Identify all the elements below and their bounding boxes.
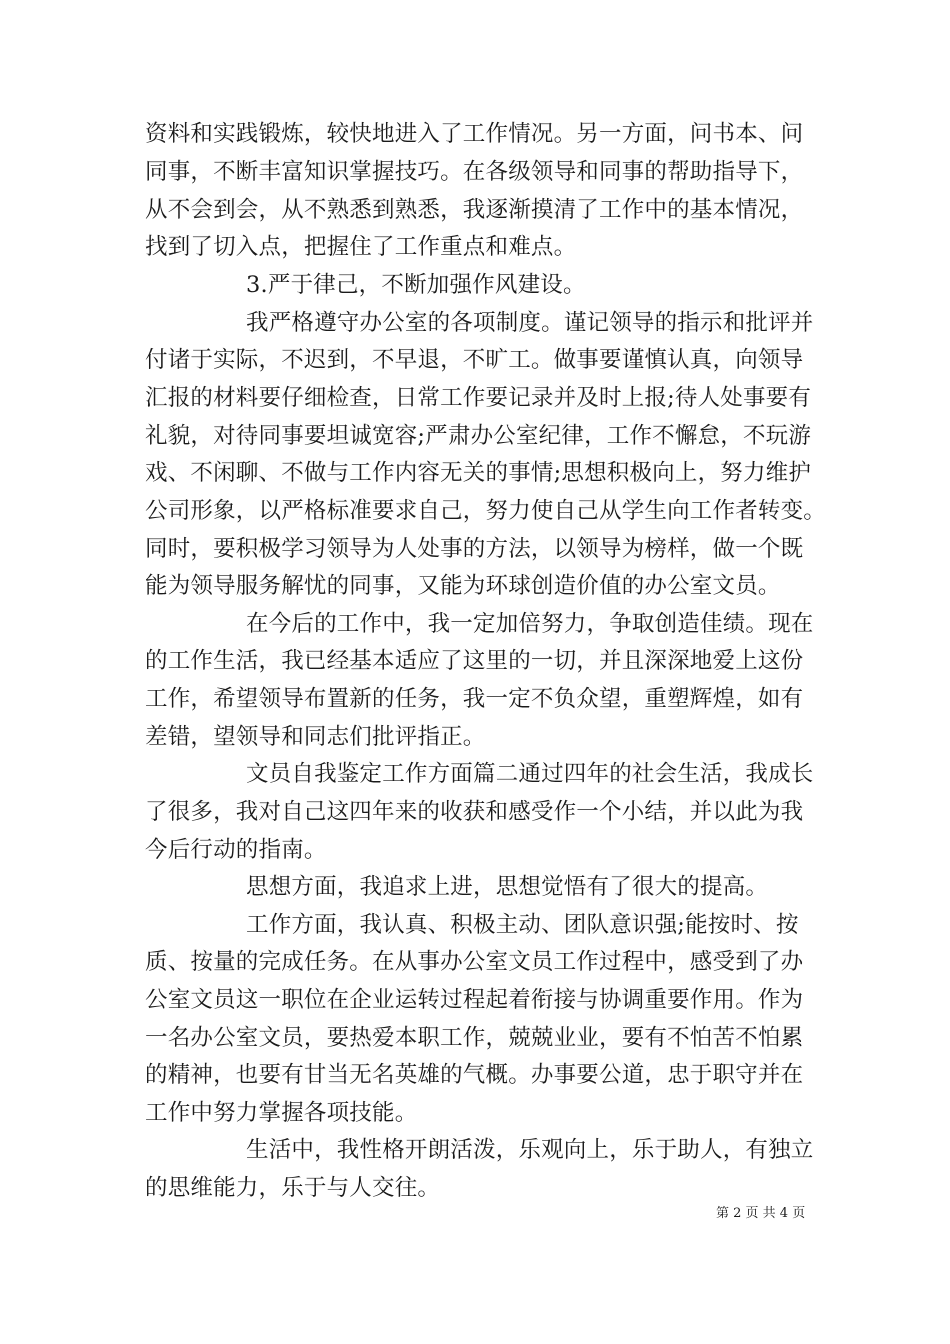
text-line: 找到了切入点，把握住了工作重点和难点。 bbox=[145, 234, 577, 260]
text-line: 付诸于实际，不迟到，不早退，不旷工。做事要谨慎认真，向领导 bbox=[145, 347, 804, 373]
text-line: 戏、不闲聊、不做与工作内容无关的事情;思想积极向上，努力维护 bbox=[145, 460, 812, 486]
text-line: 公室文员这一职位在企业运转过程起着衔接与协调重要作用。作为 bbox=[145, 987, 804, 1013]
text-line: 质、按量的完成任务。在从事办公室文员工作过程中，感受到了办 bbox=[145, 949, 804, 975]
text-line: 在今后的工作中，我一定加倍努力，争取创造佳绩。现在 bbox=[246, 611, 814, 637]
text-line: 的精神，也要有甘当无名英雄的气概。办事要公道，忠于职守并在 bbox=[145, 1062, 804, 1088]
text-line: 工作，希望领导布置新的任务，我一定不负众望，重塑辉煌，如有 bbox=[145, 686, 804, 712]
text-line: 差错，望领导和同志们批评指正。 bbox=[145, 724, 486, 750]
text-line: 工作中努力掌握各项技能。 bbox=[145, 1100, 418, 1126]
text-line: 文员自我鉴定工作方面篇二通过四年的社会生活，我成长 bbox=[246, 761, 814, 787]
text-line: 思想方面，我追求上进，思想觉悟有了很大的提高。 bbox=[246, 874, 769, 900]
text-line: 的工作生活，我已经基本适应了这里的一切，并且深深地爱上这份 bbox=[145, 648, 804, 674]
page-number: 第 2 页 共 4 页 bbox=[716, 1206, 806, 1221]
text-line: 一名办公室文员，要热爱本职工作，兢兢业业，要有不怕苦不怕累 bbox=[145, 1025, 804, 1051]
text-line: 的思维能力，乐于与人交往。 bbox=[145, 1175, 441, 1201]
text-line: 能为领导服务解忧的同事，又能为环球创造价值的办公室文员。 bbox=[145, 573, 781, 599]
text-line: 了很多，我对自己这四年来的收获和感受作一个小结，并以此为我 bbox=[145, 799, 804, 825]
text-line: 我严格遵守办公室的各项制度。谨记领导的指示和批评并 bbox=[246, 310, 814, 336]
text-line: 生活中，我性格开朗活泼，乐观向上，乐于助人，有独立 bbox=[246, 1137, 814, 1163]
text-line: 同时，要积极学习领导为人处事的方法，以领导为榜样，做一个既 bbox=[145, 536, 804, 562]
text-line: 礼貌，对待同事要坦诚宽容;严肃办公室纪律，工作不懈怠，不玩游 bbox=[145, 423, 812, 449]
text-line: 今后行动的指南。 bbox=[145, 837, 327, 863]
text-line: 公司形象，以严格标准要求自己，努力使自己从学生向工作者转变。 bbox=[145, 498, 827, 524]
text-line: 从不会到会，从不熟悉到熟悉，我逐渐摸清了工作中的基本情况， bbox=[145, 197, 804, 223]
text-line: 同事，不断丰富知识掌握技巧。在各级领导和同事的帮助指导下， bbox=[145, 159, 804, 185]
text-line: 汇报的材料要仔细检查，日常工作要记录并及时上报;待人处事要有 bbox=[145, 385, 812, 411]
section-heading: 3.严于律己，不断加强作风建设。 bbox=[246, 272, 586, 298]
text-line: 工作方面，我认真、积极主动、团队意识强;能按时、按 bbox=[246, 912, 799, 938]
text-line: 资料和实践锻炼，较快地进入了工作情况。另一方面，问书本、问 bbox=[145, 121, 804, 147]
